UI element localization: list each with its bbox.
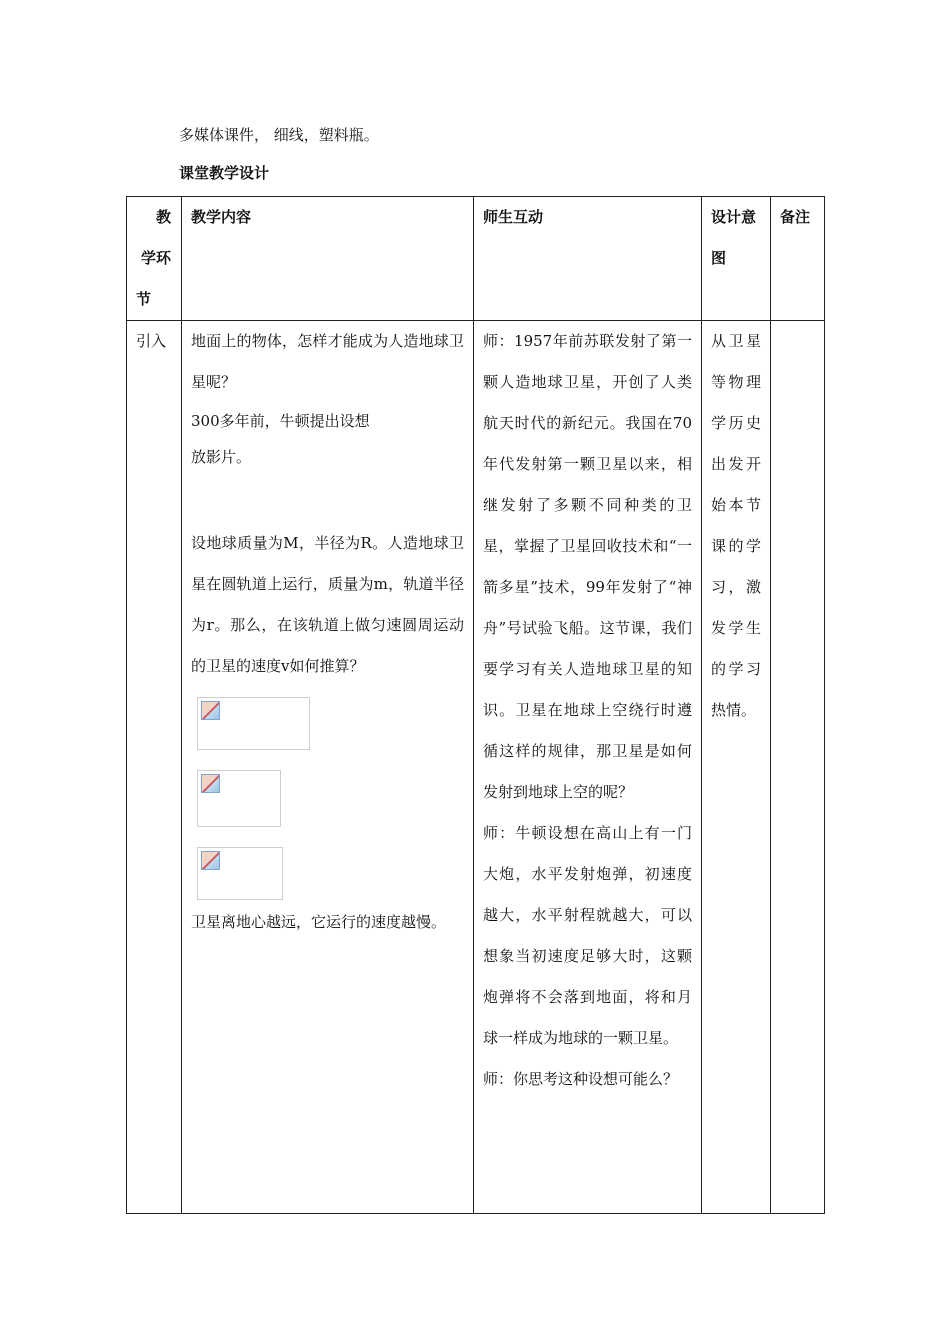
header-stage-line3: 节	[136, 290, 152, 308]
section-title: 课堂教学设计	[179, 164, 270, 182]
header-intent-line2: 图	[711, 249, 727, 267]
header-intent	[702, 197, 771, 321]
cell-interaction	[474, 321, 702, 1214]
content-conclusion: 卫星离地心越远，它运行的速度越慢。	[191, 913, 447, 931]
broken-image-icon	[201, 851, 220, 870]
broken-image-icon	[201, 774, 220, 793]
content-newton: 300多年前，牛顿提出设想	[191, 412, 370, 430]
header-content: 教学内容	[182, 197, 474, 321]
interaction-question: 师：你思考这种设想可能么？	[483, 1070, 679, 1088]
header-stage-line1: 教	[155, 208, 171, 226]
materials-line: 多媒体课件， 细线，塑料瓶。	[179, 126, 379, 144]
interaction-newton: 师：牛顿设想在高山上有一门大炮，水平发射炮弹，初速度越大，水平射程就越大，可以想象当初速度足够大时，这颗炮弹将不会落到地面，将和月球一样成为地球的一颗卫星。	[483, 824, 692, 1047]
lesson-design-table	[126, 196, 825, 1214]
header-stage-line2: 学环	[140, 249, 171, 267]
broken-image-icon	[201, 701, 220, 720]
cell-intent: 从卫星等物理学历史出发开始本节课的学习，激发学生的学习热情。	[702, 321, 771, 1214]
cell-notes	[771, 321, 825, 1214]
equation-image-1	[197, 697, 310, 750]
equation-image-3	[197, 847, 283, 900]
equation-image-2	[197, 770, 281, 827]
table-header-row	[127, 197, 825, 321]
header-stage	[127, 197, 182, 321]
header-interaction: 师生互动	[474, 197, 702, 321]
interaction-intro: 师：1957年前苏联发射了第一颗人造地球卫星，开创了人类航天时代的新纪元。我国在70年代发射第一颗卫星以来，相继发射了多颗不同种类的卫星，掌握了卫星回收技术和“一箭多星”技术，99年发射了“神舟”号试验飞船。这节课，我们要学习有关人造地球卫星的知识。卫星在地球上空绕行时遵循这样的规律，那卫星是如何发射到地球上空的呢？	[483, 332, 692, 801]
content-question: 地面上的物体，怎样才能成为人造地球卫星呢？	[191, 332, 464, 391]
content-setup: 设地球质量为M，半径为R。人造地球卫星在圆轨道上运行，质量为m，轨道半径为r。那么，在该轨道上做匀速圆周运动的卫星的速度v如何推算？	[191, 534, 464, 675]
cell-stage: 引入	[127, 321, 182, 1214]
cell-content	[182, 321, 474, 1214]
table-row-intro	[127, 321, 825, 1214]
header-notes: 备注	[771, 197, 825, 321]
spacer	[191, 475, 464, 523]
content-film: 放影片。	[191, 448, 252, 466]
header-intent-line1: 设计意	[711, 208, 757, 226]
